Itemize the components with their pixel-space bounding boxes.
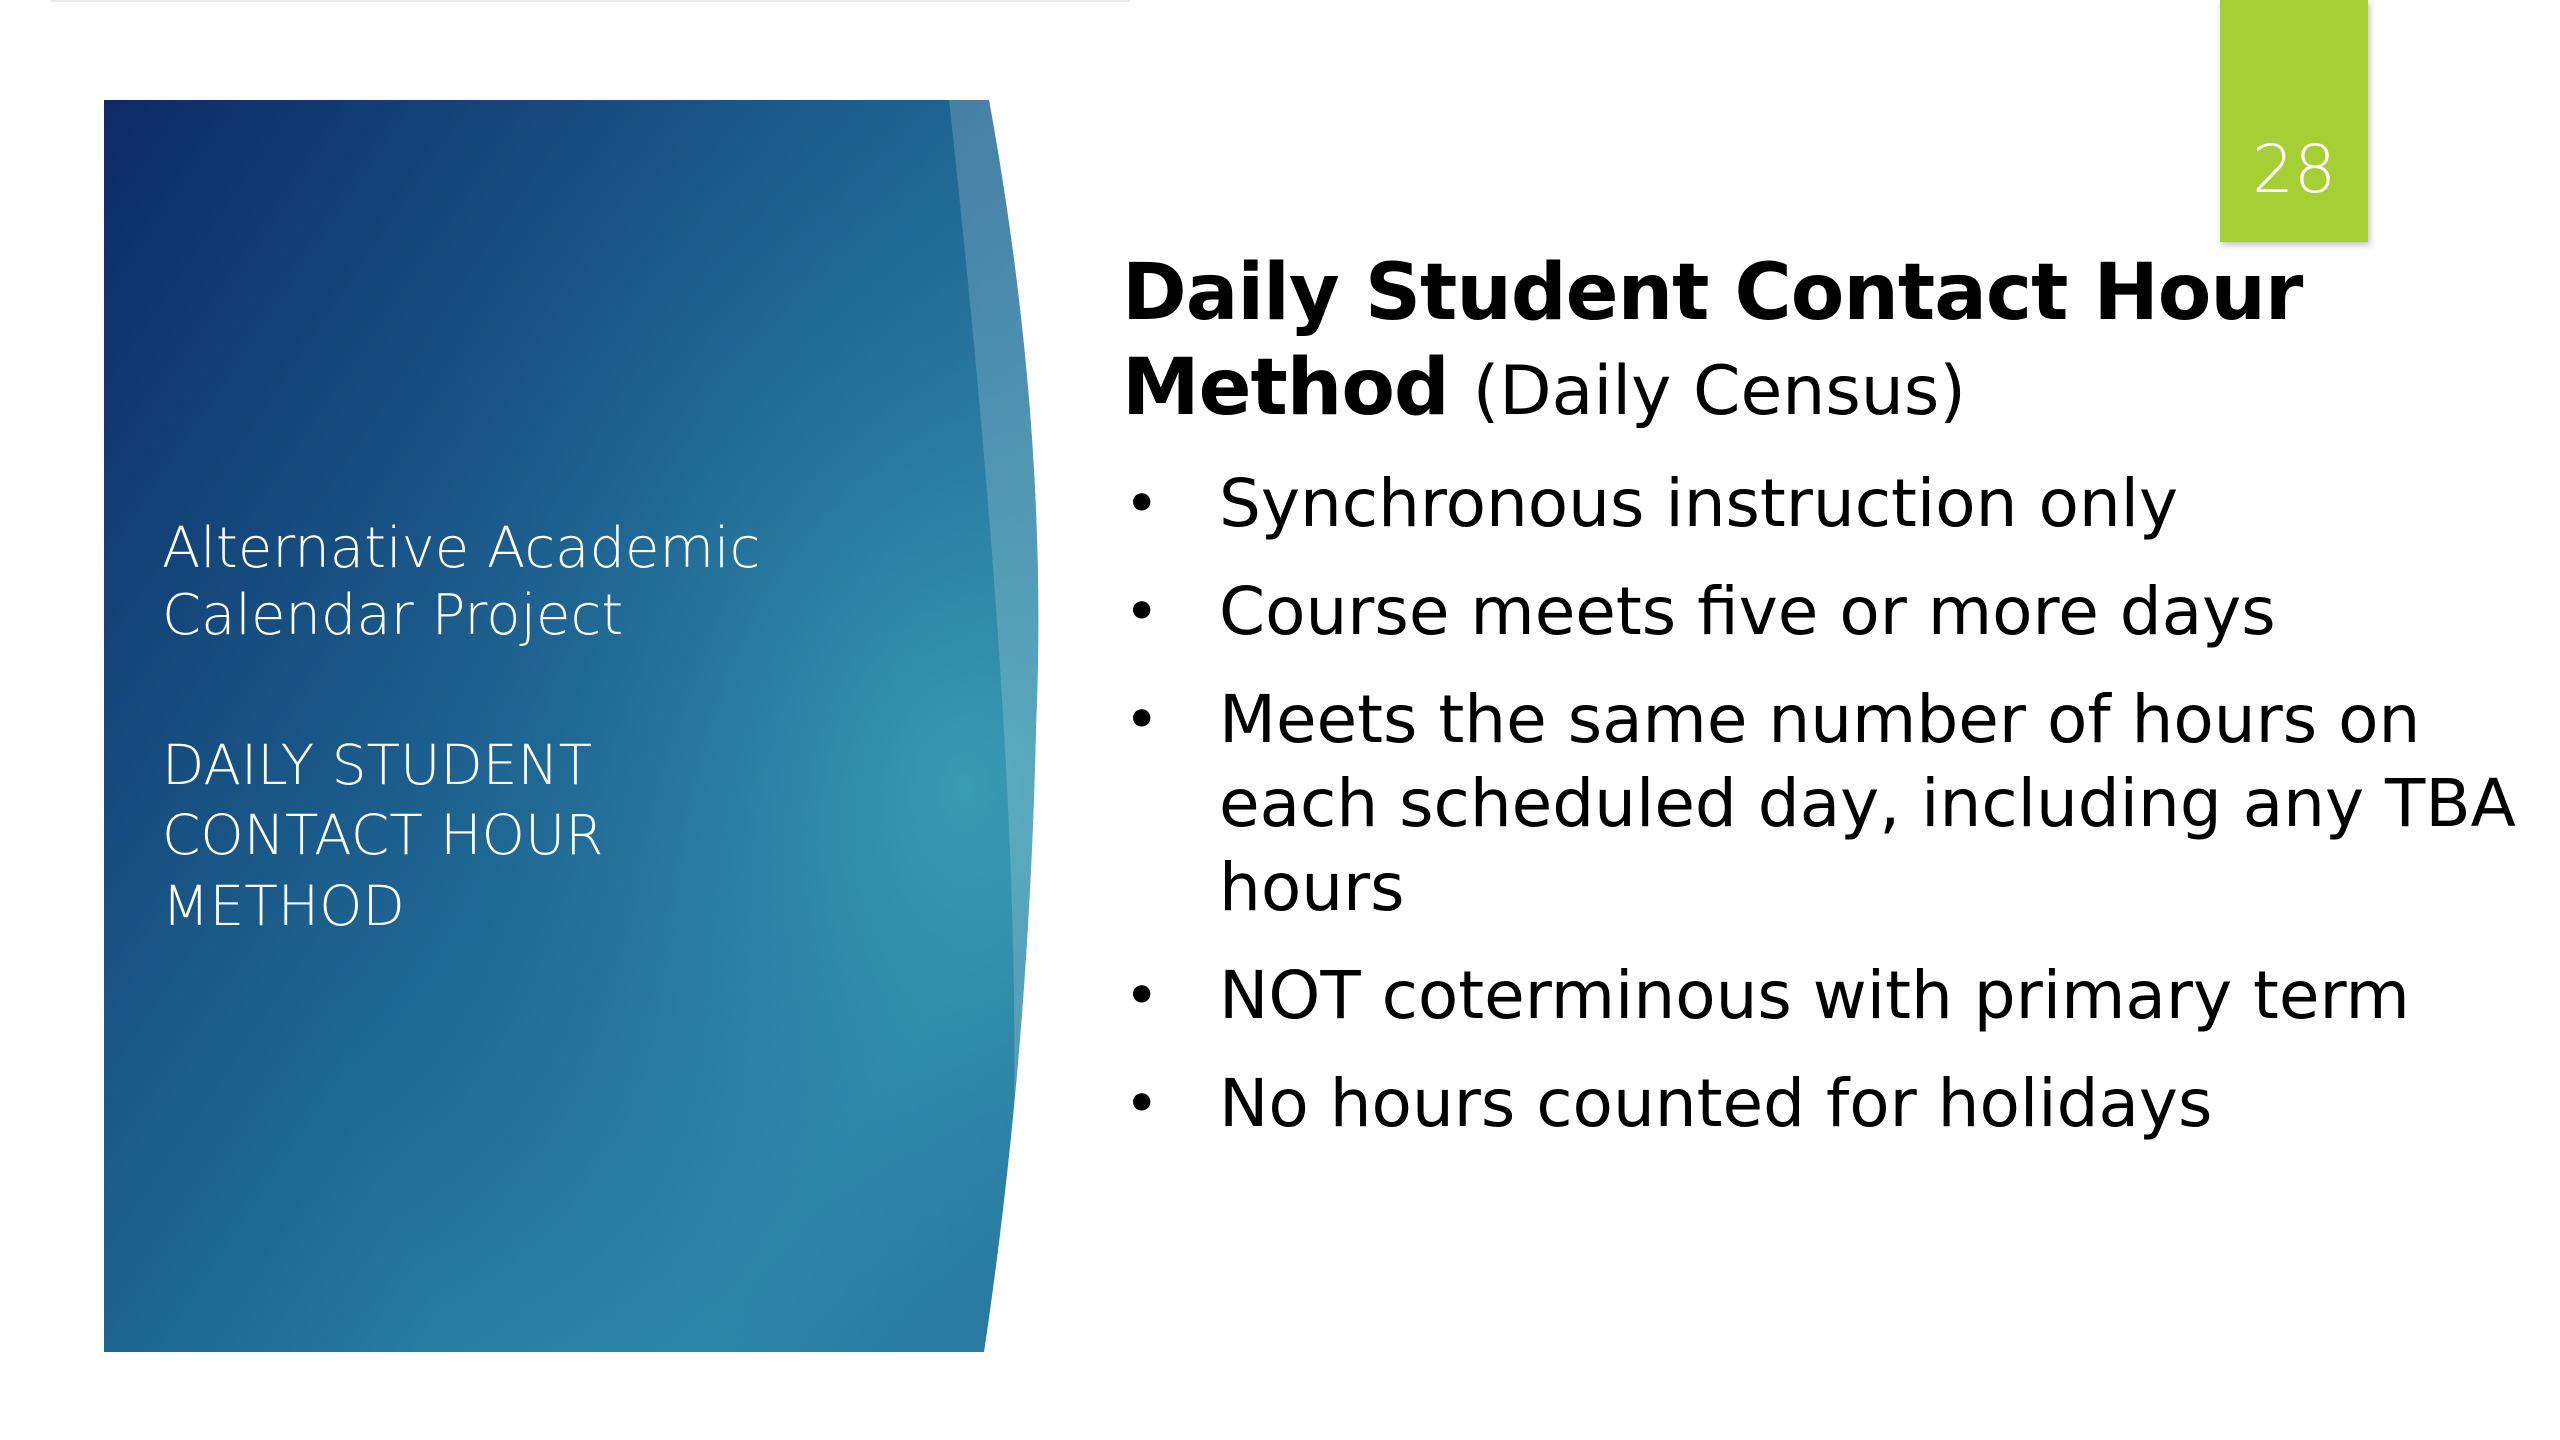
panel-subtitle-line: Alternative Academic (162, 516, 761, 581)
bullet-list (1122, 462, 2522, 1146)
panel-title-line: METHOD (162, 873, 405, 938)
bullet-item (1122, 1062, 2522, 1146)
page-number-badge (2220, 0, 2368, 242)
bullet-item (1122, 678, 2522, 930)
title-panel-background (104, 100, 1054, 1352)
heading-line: Daily Student Contact Hour (1122, 248, 2303, 338)
bullet-item (1122, 954, 2522, 1038)
panel-title-line: DAILY STUDENT (162, 733, 593, 797)
heading-line (1122, 341, 2522, 436)
panel-subtitle (162, 515, 962, 649)
heading-bold-text: Method (1122, 343, 1449, 434)
panel-subtitle-line: Calendar Project (162, 583, 624, 649)
bullet-item (1122, 462, 2522, 546)
heading-parenthetical: (Daily Census) (1472, 352, 1966, 432)
bullet-icon: • (1124, 961, 1160, 1032)
bullet-icon: • (1124, 1069, 1160, 1140)
panel-title (162, 730, 812, 941)
bullet-text: NOT coterminous with primary term (1219, 957, 2410, 1035)
bullet-icon: • (1124, 685, 1160, 756)
bullet-icon: • (1124, 577, 1160, 648)
bullet-text: Course meets five or more days (1219, 573, 2276, 651)
bullet-text: Synchronous instruction only (1219, 465, 2179, 543)
top-edge-line (50, 0, 1130, 2)
panel-title-line: CONTACT HOUR (162, 803, 604, 868)
slide-content (1122, 246, 2522, 1170)
bullet-icon: • (1124, 469, 1160, 540)
bullet-item (1122, 570, 2522, 654)
title-panel (104, 100, 1054, 1352)
page-number: 28 (2252, 131, 2336, 208)
slide-heading (1122, 246, 2522, 436)
bullet-text: No hours counted for holidays (1219, 1065, 2213, 1143)
bullet-text: Meets the same number of hours on each scheduled day, including any TBA hours (1219, 681, 2516, 927)
